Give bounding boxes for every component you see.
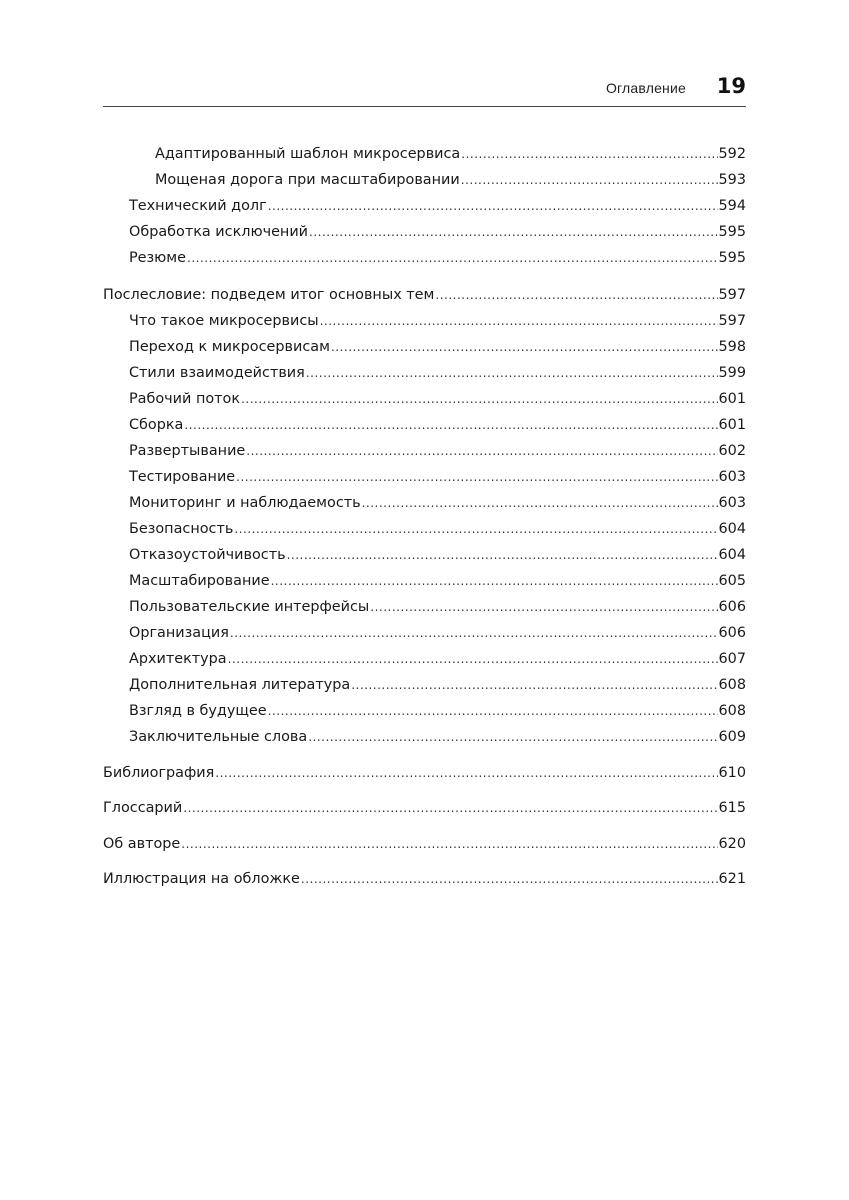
toc-entry-title: Мощеная дорога при масштабировании	[155, 172, 460, 188]
toc-entry-page: 608	[718, 703, 746, 719]
toc-entry-page: 602	[718, 443, 746, 459]
toc-entry-title: Иллюстрация на обложке	[103, 871, 300, 887]
toc-entry-page: 607	[718, 651, 746, 667]
toc-entry[interactable]	[103, 169, 746, 191]
dot-leader	[184, 414, 717, 436]
toc-entry-title: Обработка исключений	[129, 224, 309, 240]
dot-leader	[234, 518, 717, 540]
toc-entry-title: Пользовательские интерфейсы	[129, 599, 370, 615]
dot-leader	[236, 466, 717, 488]
dot-leader	[461, 143, 717, 165]
dot-leader	[331, 336, 718, 358]
toc-entry-title: Отказоустойчивость	[129, 547, 286, 563]
toc-entry[interactable]	[103, 797, 746, 819]
toc-entry[interactable]	[103, 518, 746, 540]
toc-entry-title: Об авторе	[103, 836, 181, 852]
toc-entry-page: 603	[718, 495, 746, 511]
dot-leader	[183, 797, 717, 819]
dot-leader	[362, 492, 718, 514]
toc-entry-title: Стили взаимодействия	[129, 365, 305, 381]
toc-entry-title: Библиография	[103, 765, 215, 781]
toc-entry-page: 604	[718, 521, 746, 537]
toc-entry-page: 610	[718, 765, 746, 781]
dot-leader	[246, 440, 717, 462]
toc-entry-page: 595	[718, 224, 746, 240]
toc-entry[interactable]	[103, 833, 746, 855]
dot-leader	[306, 362, 718, 384]
toc-entry-title: Глоссарий	[103, 800, 183, 816]
toc-entry[interactable]	[103, 221, 746, 243]
toc-entry-title: Послесловие: подведем итог основных тем	[103, 287, 435, 303]
toc-entry-page: 594	[718, 198, 746, 214]
toc-entry-page: 597	[718, 313, 746, 329]
toc-entry[interactable]	[103, 388, 746, 410]
dot-leader	[370, 596, 717, 618]
toc-entry-page: 606	[718, 599, 746, 615]
toc-entry[interactable]	[103, 440, 746, 462]
toc-entry[interactable]	[103, 762, 746, 784]
toc-entry-title: Масштабирование	[129, 573, 270, 589]
toc-entry-page: 597	[718, 287, 746, 303]
toc-entry-title: Заключительные слова	[129, 729, 308, 745]
toc-entry-page: 620	[718, 836, 746, 852]
toc-entry-title: Что такое микросервисы	[129, 313, 319, 329]
toc-entry[interactable]	[103, 570, 746, 592]
dot-leader	[268, 700, 718, 722]
page-number: 19	[716, 74, 746, 98]
toc-entry-title: Тестирование	[129, 469, 236, 485]
toc-entry-title: Переход к микросервисам	[129, 339, 330, 355]
dot-leader	[215, 762, 717, 784]
toc-entry-title: Развертывание	[129, 443, 246, 459]
dot-leader	[241, 388, 717, 410]
dot-leader	[301, 868, 718, 890]
toc-entry[interactable]	[103, 700, 746, 722]
toc-entry[interactable]	[103, 674, 746, 696]
toc-entry[interactable]	[103, 247, 746, 269]
dot-leader	[287, 544, 718, 566]
dot-leader	[320, 310, 718, 332]
toc-entry-title: Технический долг	[129, 198, 267, 214]
toc-entry-title: Сборка	[129, 417, 184, 433]
toc-entry-title: Рабочий поток	[129, 391, 241, 407]
running-title: Оглавление	[605, 80, 686, 96]
dot-leader	[308, 726, 717, 748]
toc-entry[interactable]	[103, 726, 746, 748]
toc-entry[interactable]	[103, 622, 746, 644]
toc-entry[interactable]	[103, 362, 746, 384]
toc-entry-page: 606	[718, 625, 746, 641]
toc-entry-title: Взгляд в будущее	[129, 703, 267, 719]
toc-entry-page: 609	[718, 729, 746, 745]
dot-leader	[309, 221, 717, 243]
toc-entry-page: 615	[718, 800, 746, 816]
toc-entry[interactable]	[103, 868, 746, 890]
dot-leader	[351, 674, 717, 696]
toc-entry-page: 601	[718, 417, 746, 433]
toc-entry-page: 601	[718, 391, 746, 407]
toc-entry[interactable]	[103, 143, 746, 165]
toc-entry-page: 598	[718, 339, 746, 355]
dot-leader	[268, 195, 718, 217]
dot-leader	[228, 648, 718, 670]
toc-entry-page: 603	[718, 469, 746, 485]
dot-leader	[461, 169, 718, 191]
toc-entry[interactable]	[103, 310, 746, 332]
dot-leader	[271, 570, 718, 592]
toc-entry-title: Мониторинг и наблюдаемость	[129, 495, 361, 511]
toc-entry[interactable]	[103, 492, 746, 514]
page-header	[103, 68, 746, 107]
toc-entry[interactable]	[103, 466, 746, 488]
toc-entry-page: 608	[718, 677, 746, 693]
toc-entry-page: 621	[718, 871, 746, 887]
toc-entry-title: Дополнительная литература	[129, 677, 351, 693]
toc-entry[interactable]	[103, 414, 746, 436]
toc-entry[interactable]	[103, 544, 746, 566]
toc-entry[interactable]	[103, 336, 746, 358]
toc-entry[interactable]	[103, 596, 746, 618]
toc-entry-title: Резюме	[129, 250, 187, 266]
toc-entry[interactable]	[103, 648, 746, 670]
toc-entry-title: Адаптированный шаблон микросервиса	[155, 146, 461, 162]
dot-leader	[230, 622, 718, 644]
dot-leader	[435, 284, 717, 306]
toc-entry-page: 592	[718, 146, 746, 162]
toc-entry-page: 599	[718, 365, 746, 381]
toc-entry-page: 605	[718, 573, 746, 589]
toc-entry-title: Организация	[129, 625, 229, 641]
toc-entry[interactable]	[103, 284, 746, 306]
toc-entry-page: 604	[718, 547, 746, 563]
toc-entry-page: 593	[718, 172, 746, 188]
toc-entry[interactable]	[103, 195, 746, 217]
dot-leader	[187, 247, 718, 269]
toc-entry-title: Архитектура	[129, 651, 227, 667]
dot-leader	[181, 833, 717, 855]
toc-entry-page: 595	[718, 250, 746, 266]
toc-entry-title: Безопасность	[129, 521, 234, 537]
